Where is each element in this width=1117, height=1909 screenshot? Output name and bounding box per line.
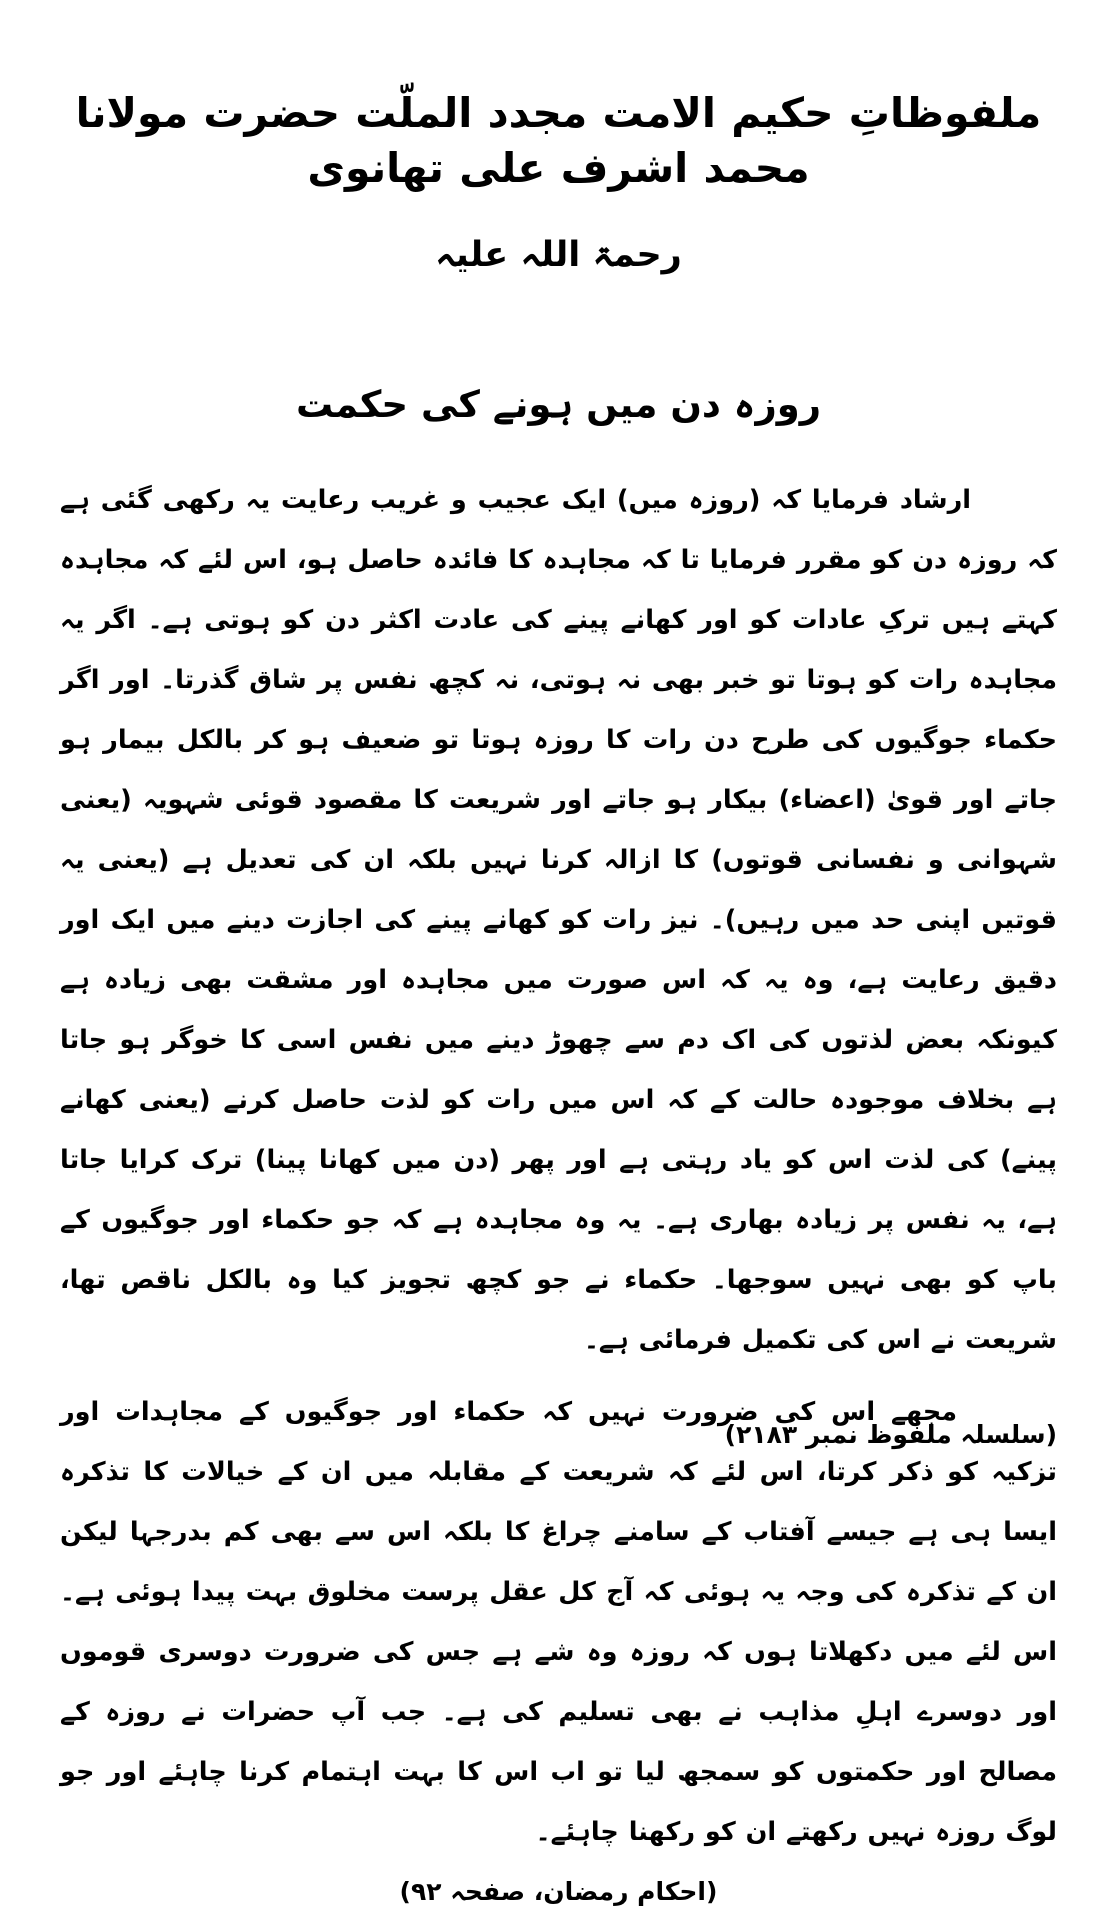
title-honorific: رحمۃ اللہ علیہ — [435, 234, 682, 275]
paragraph-1: ارشاد فرمایا کہ (روزہ میں) ایک عجیب و غریب رعایت یہ رکھی گئی ہے کہ روزہ دن کو مقرر فرمایا تا کہ مجاہدہ کا فائدہ حاصل ہو، اس لئے کہ مجاہدہ کہتے ہیں ترکِ عادات کو اور کھانے پینے کی عادت اکثر دن کو ہوتی ہے۔ اگر یہ مجاہدہ رات کو ہوتا تو خبر بھی نہ ہوتی، نہ کچھ نفس پر شاق گذرتا۔ اور اگر حکماء جوگیوں کی طرح دن رات کا روزہ ہوتا تو ضعیف ہو کر بالکل بیمار ہو جاتے اور قویٰ (اعضاء) بیکار ہو جاتے اور شریعت کا مقصود قوئی شہویہ (یعنی شہوانی و نفسانی قوتوں) کا ازالہ کرنا نہیں بلکہ ان کی تعدیل ہے (یعنی یہ قوتیں اپنی حد میں رہیں)۔ نیز رات کو کھانے پینے کی اجازت دینے میں ایک اور دقیق رعایت ہے، وہ یہ کہ اس صورت میں مجاہدہ اور مشقت بھی زیادہ ہے کیونکہ بعض لذتوں کی اک دم سے چھوڑ دینے میں نفس اسی کا خوگر ہو جاتا ہے بخلاف موجودہ حالت کے کہ اس میں رات کو لذت حاصل کرنے (یعنی کھانے پینے) کی لذت اس کو یاد رہتی ہے اور پھر (دن میں کھانا پینا) ترک کرایا جاتا ہے، یہ نفس پر زیادہ بھاری ہے۔ یہ وہ مجاہدہ ہے کہ جو حکماء اور جوگیوں کے باپ کو بھی نہیں سوجھا۔ حکماء نے جو کچھ تجویز کیا وہ بالکل ناقص تھا، شریعت نے اس کی تکمیل فرمائی ہے۔ — [60, 485, 1057, 1356]
page-title: ملفوظاتِ حکیم الامت مجدد الملّت حضرت مولانا محمد اشرف علی تھانوی — [75, 89, 1042, 193]
body-text — [60, 428, 1057, 1862]
paragraph-2: مجھے اس کی ضرورت نہیں کہ حکماء اور جوگیوں کے مجاہدات اور تزکیہ کو ذکر کرتا، اس لئے کہ شریعت کے مقابلہ میں ان کے خیالات کا تذکرہ ایسا ہی ہے جیسے آفتاب کے سامنے چراغ کا بلکہ اس سے بھی کم بدرجہا لیکن ان کے تذکرہ کی وجہ یہ ہوئی کہ آج کل عقل پرست مخلوق بہت پیدا ہوئی ہے۔ اس لئے میں دکھلاتا ہوں کہ روزہ وہ شے ہے جس کی ضرورت دوسری قوموں اور دوسرے اہلِ مذاہب نے بھی تسلیم کی ہے۔ جب آپ حضرات نے روزہ کے مصالح اور حکمتوں کو سمجھ لیا تو اب اس کا بہت اہتمام کرنا چاہئے اور جو لوگ روزہ نہیں رکھتے ان کو رکھنا چاہئے۔ — [60, 1397, 1057, 1848]
section-heading: روزہ دن میں ہونے کی حکمت — [295, 383, 822, 427]
source-citation: (احکام رمضان، صفحہ ۹۲) — [399, 1877, 718, 1907]
malfooz-serial-number: (سلسلہ ملفوظ نمبر ۲۱۸۳) — [724, 1420, 1057, 1449]
